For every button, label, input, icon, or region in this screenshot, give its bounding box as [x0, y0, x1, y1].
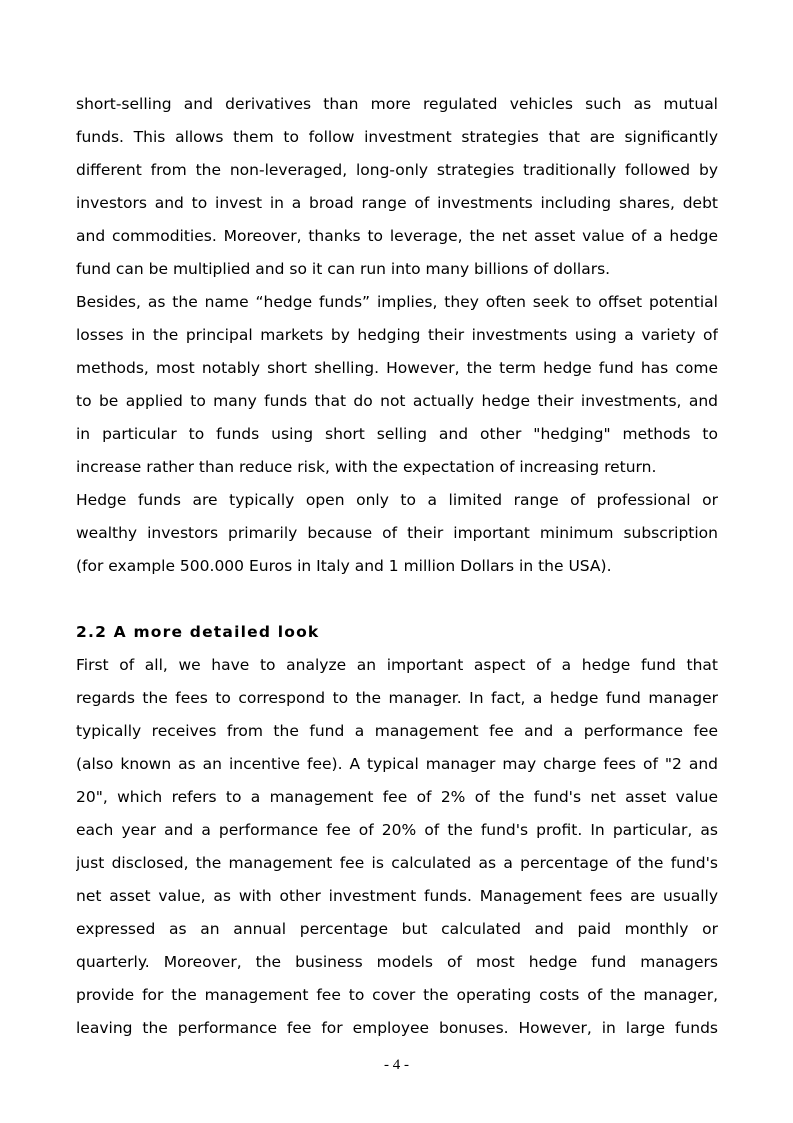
paragraph	[76, 286, 718, 484]
text-line: losses in the principal markets by hedging their investments using a variety of	[76, 326, 718, 344]
paragraph	[76, 484, 718, 583]
text-line: and commodities. Moreover, thanks to leverage, the net asset value of a hedge	[76, 227, 718, 245]
text-line: Besides, as the name “hedge funds” implies, they often seek to offset potential	[76, 293, 718, 311]
text-line: expressed as an annual percentage but calculated and paid monthly or	[76, 920, 718, 938]
section-spacer	[76, 583, 718, 616]
text-line: increase rather than reduce risk, with the expectation of increasing return.	[76, 458, 657, 476]
text-line: wealthy investors primarily because of their important minimum subscription	[76, 524, 718, 542]
text-line: (also known as an incentive fee). A typical manager may charge fees of "2 and	[76, 755, 718, 773]
text-line: provide for the management fee to cover the operating costs of the manager,	[76, 986, 718, 1004]
text-line: to be applied to many funds that do not actually hedge their investments, and	[76, 392, 718, 410]
text-line: Hedge funds are typically open only to a limited range of professional or	[76, 491, 718, 509]
text-line: regards the fees to correspond to the manager. In fact, a hedge fund manager	[76, 689, 718, 707]
text-line: funds. This allows them to follow investment strategies that are significantly	[76, 128, 718, 146]
text-line: typically receives from the fund a management fee and a performance fee	[76, 722, 718, 740]
text-line: methods, most notably short shelling. However, the term hedge fund has come	[76, 359, 718, 377]
paragraph	[76, 88, 718, 286]
text-line: quarterly. Moreover, the business models of most hedge fund managers	[76, 953, 718, 971]
text-line: fund can be multiplied and so it can run into many billions of dollars.	[76, 260, 611, 278]
text-line: net asset value, as with other investment funds. Management fees are usually	[76, 887, 718, 905]
paragraph	[76, 649, 718, 1045]
section-heading: 2.2 A more detailed look	[76, 623, 320, 641]
page-number: - 4 -	[384, 1057, 409, 1073]
text-line: different from the non-leveraged, long-only strategies traditionally followed by	[76, 161, 718, 179]
text-line: First of all, we have to analyze an important aspect of a hedge fund that	[76, 656, 718, 674]
document-page	[76, 88, 718, 1045]
text-line: short-selling and derivatives than more regulated vehicles such as mutual	[76, 95, 718, 113]
text-line: leaving the performance fee for employee bonuses. However, in large funds	[76, 1019, 718, 1037]
text-line: investors and to invest in a broad range of investments including shares, debt	[76, 194, 718, 212]
text-line: just disclosed, the management fee is calculated as a percentage of the fund's	[76, 854, 718, 872]
text-line: 20", which refers to a management fee of 2% of the fund's net asset value	[76, 788, 718, 806]
text-line: (for example 500.000 Euros in Italy and 1 million Dollars in the USA).	[76, 557, 612, 575]
text-line: in particular to funds using short selling and other "hedging" methods to	[76, 425, 718, 443]
text-line: each year and a performance fee of 20% of the fund's profit. In particular, as	[76, 821, 718, 839]
